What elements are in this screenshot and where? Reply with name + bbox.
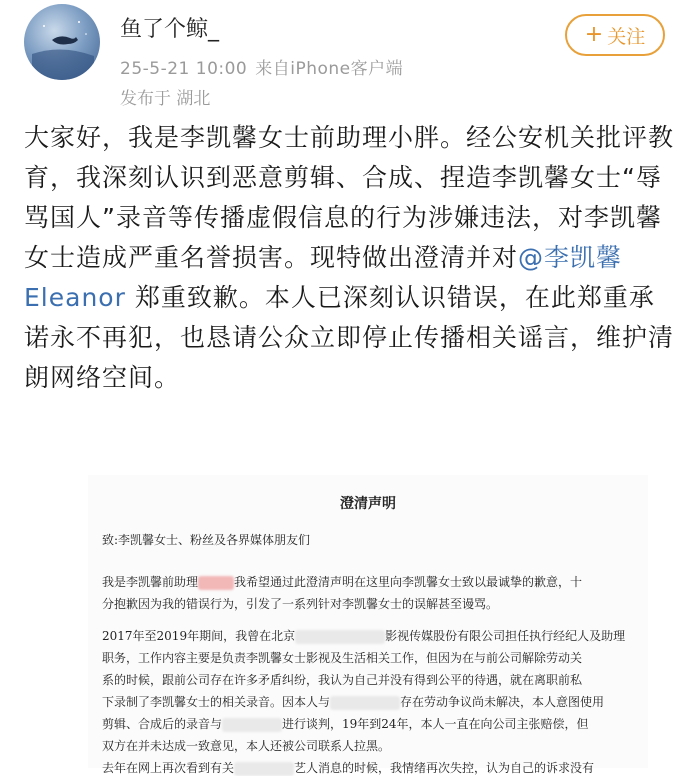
statement-title: 澄清声明 [340,496,396,512]
follow-button[interactable] [565,14,665,56]
post-timestamp: 25-5-21 10:00 [120,59,248,79]
statement-text: 进行谈判，19年到24年，本人一直在向公司主张赔偿，但 [282,717,589,731]
statement-salutation: 致:李凯馨女士、粉丝及各界媒体朋友们 [102,533,311,547]
plus-icon: + [584,22,604,47]
redacted-company [222,718,282,732]
statement-line: 分抱歉因为我的错误行为，引发了一系列针对李凯馨女士的误解甚至谩骂。 [102,597,499,611]
username[interactable]: 鱼了个鲸_ [120,17,220,42]
statement-line [102,627,625,644]
redacted-company [234,762,294,776]
statement-text: 2017年至2019年期间，我曾在北京 [102,629,296,643]
statement-text: 剪辑、合成后的录音与 [102,717,223,731]
redacted-name [198,576,234,590]
statement-line [102,715,589,732]
post-location: 发布于 湖北 [120,89,211,109]
statement-text: 我希望通过此澄清声明在这里向李凯馨女士致以最诚挚的歉意，十 [234,575,583,589]
follow-label: 关注 [607,25,646,48]
statement-line [102,693,604,710]
whale-icon [24,4,100,80]
avatar[interactable] [24,4,100,80]
post-meta [120,54,403,79]
post-source: 来自iPhone客户端 [255,59,404,79]
redacted-company [295,630,385,644]
statement-text: 存在劳动争议尚未解决，本人意图使用 [400,695,605,709]
post-header [0,0,688,115]
statement-text: 下录制了李凯馨女士的相关录音。因本人与 [102,695,331,709]
statement-line: 系的时候，跟前公司存在许多矛盾纠纷，我认为自己并没有得到公平的待遇，就在离职前私 [102,673,583,687]
redacted-company [330,696,400,710]
statement-text: 去年在网上再次看到有关 [102,761,235,775]
statement-image[interactable] [88,475,648,775]
post-text-part2: 郑重致歉。本人已深刻认识错误，在此郑重承诺永不再犯，也恳请公众立即停止传播相关谣言，维护清朗网络空间。 [24,283,675,392]
statement-line [102,573,582,590]
post-text-part1: 大家好，我是李凯馨女士前助理小胖。经公安机关批评教育，我深刻认识到恶意剪辑、合成、捏造李凯馨女士“辱骂国人”录音等传播虚假信息的行为涉嫌违法，对李凯馨女士造成严重名誉损害。现特做出澄清并对 [24,123,675,272]
statement-line: 职务，工作内容主要是负责李凯馨女士影视及生活相关工作，但因为在与前公司解除劳动关 [102,651,583,665]
statement-text: 我是李凯馨前助理 [102,575,199,589]
post-body [24,118,674,398]
statement-text: 艺人消息的时候，我情绪再次失控，认为自己的诉求没有 [294,761,595,775]
statement-text: 影视传媒股份有限公司担任执行经纪人及助理 [385,629,626,643]
mention-link[interactable]: @李凯馨 Eleanor [24,243,623,312]
statement-line: 双方在并未达成一致意见，本人还被公司联系人拉黑。 [102,739,391,753]
